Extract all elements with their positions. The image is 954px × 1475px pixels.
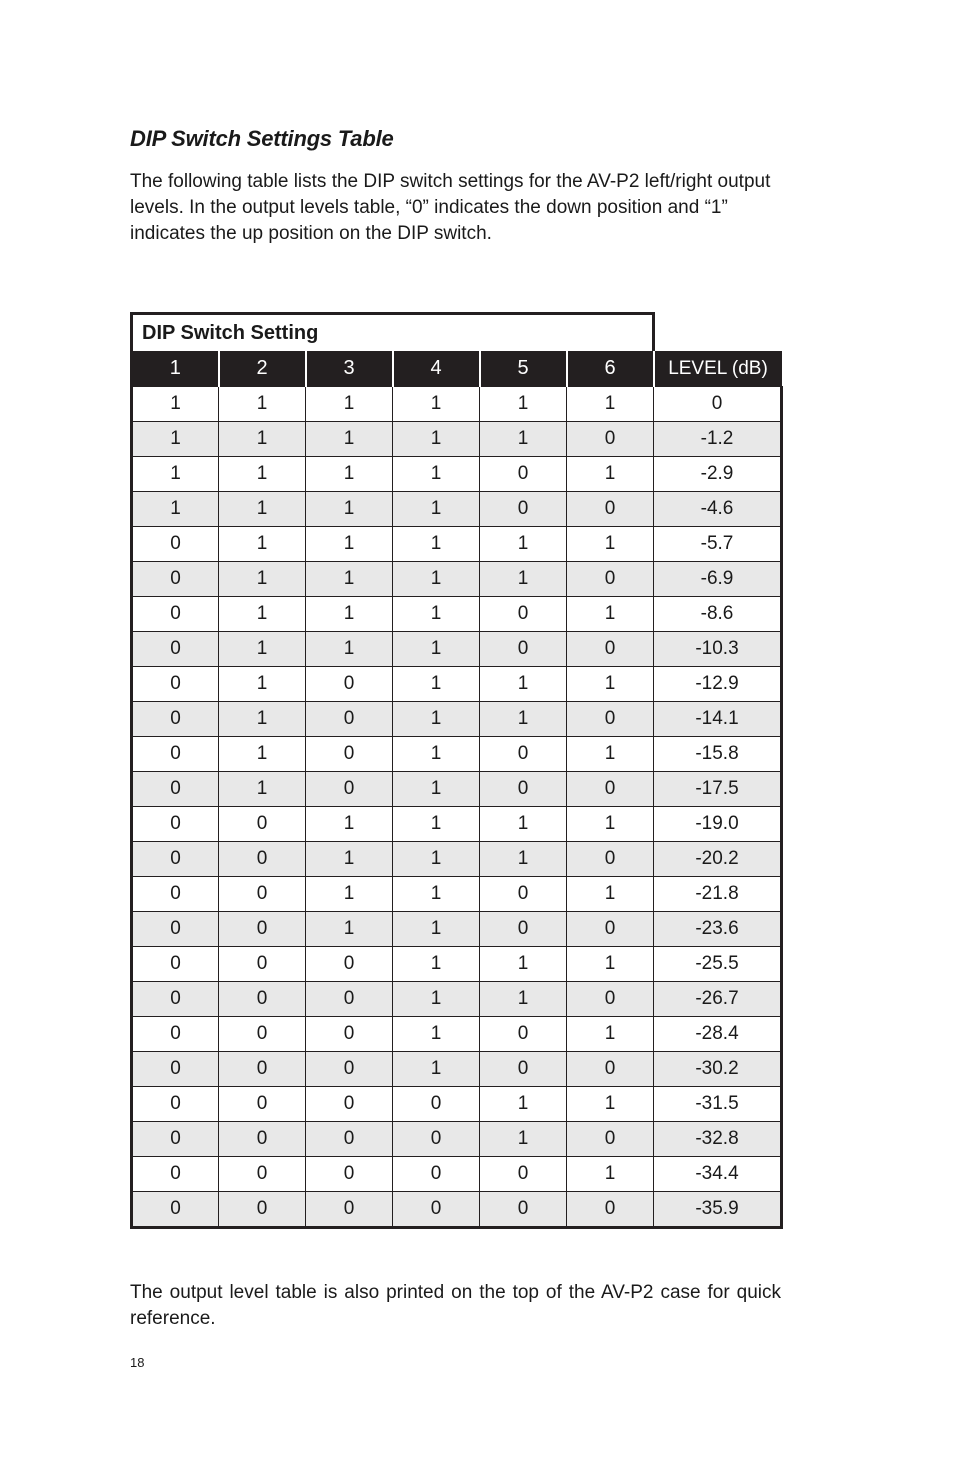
switch-cell: 0 (480, 1052, 567, 1087)
switch-cell: 1 (393, 422, 480, 457)
level-cell: -6.9 (654, 562, 782, 597)
switch-cell: 0 (306, 1017, 393, 1052)
intro-paragraph: The following table lists the DIP switch settings for the AV-P2 left/right output levels. In the output levels table, “0” indicates the down position and “1” indicates the up position on the DIP switch. (130, 171, 771, 244)
switch-cell: 0 (219, 877, 306, 912)
switch-cell: 1 (567, 387, 654, 422)
level-cell: -5.7 (654, 527, 782, 562)
switch-column-header: 4 (393, 351, 480, 387)
table-row (132, 1192, 782, 1228)
switch-cell: 0 (219, 1017, 306, 1052)
switch-cell: 0 (567, 772, 654, 807)
switch-cell: 1 (480, 807, 567, 842)
switch-cell: 0 (306, 1192, 393, 1228)
table-row (132, 1157, 782, 1192)
table-row (132, 422, 782, 457)
switch-cell: 0 (567, 422, 654, 457)
level-cell: -21.8 (654, 877, 782, 912)
switch-cell: 1 (306, 457, 393, 492)
switch-cell: 0 (132, 597, 219, 632)
switch-cell: 1 (219, 457, 306, 492)
table-row (132, 982, 782, 1017)
switch-cell: 1 (393, 842, 480, 877)
table-row (132, 562, 782, 597)
table-row (132, 387, 782, 422)
table-row (132, 1087, 782, 1122)
switch-cell: 0 (132, 1157, 219, 1192)
switch-cell: 0 (219, 842, 306, 877)
switch-cell: 0 (306, 1052, 393, 1087)
switch-cell: 1 (306, 912, 393, 947)
switch-cell: 0 (567, 492, 654, 527)
switch-cell: 0 (132, 1087, 219, 1122)
switch-cell: 0 (132, 1052, 219, 1087)
table-row (132, 737, 782, 772)
switch-cell: 1 (480, 842, 567, 877)
switch-cell: 0 (219, 1157, 306, 1192)
switch-cell: 0 (480, 492, 567, 527)
switch-cell: 1 (219, 737, 306, 772)
dip-switch-table (130, 312, 783, 1229)
switch-cell: 1 (132, 422, 219, 457)
switch-cell: 0 (219, 1122, 306, 1157)
switch-cell: 1 (393, 492, 480, 527)
switch-cell: 0 (480, 1157, 567, 1192)
level-cell: -20.2 (654, 842, 782, 877)
level-column-header: LEVEL (dB) (654, 351, 782, 387)
switch-cell: 1 (393, 667, 480, 702)
switch-cell: 0 (219, 947, 306, 982)
switch-cell: 0 (132, 702, 219, 737)
switch-cell: 0 (132, 632, 219, 667)
switch-cell: 0 (567, 1192, 654, 1228)
switch-cell: 1 (306, 877, 393, 912)
switch-cell: 0 (219, 1052, 306, 1087)
switch-cell: 1 (393, 597, 480, 632)
table-body (132, 387, 782, 1228)
switch-cell: 1 (480, 667, 567, 702)
switch-cell: 1 (393, 527, 480, 562)
level-cell: 0 (654, 387, 782, 422)
switch-column-header: 5 (480, 351, 567, 387)
level-cell: -34.4 (654, 1157, 782, 1192)
switch-cell: 1 (567, 947, 654, 982)
switch-cell: 0 (306, 1157, 393, 1192)
switch-cell: 0 (132, 772, 219, 807)
level-cell: -15.8 (654, 737, 782, 772)
level-cell: -30.2 (654, 1052, 782, 1087)
level-cell: -26.7 (654, 982, 782, 1017)
switch-cell: 1 (393, 387, 480, 422)
switch-cell: 0 (393, 1122, 480, 1157)
switch-cell: 1 (567, 597, 654, 632)
switch-cell: 0 (306, 947, 393, 982)
switch-cell: 0 (306, 1122, 393, 1157)
table-row (132, 597, 782, 632)
switch-cell: 1 (480, 562, 567, 597)
table-row (132, 667, 782, 702)
switch-cell: 1 (219, 702, 306, 737)
switch-cell: 0 (132, 562, 219, 597)
switch-cell: 1 (306, 807, 393, 842)
switch-cell: 1 (393, 562, 480, 597)
level-cell: -31.5 (654, 1087, 782, 1122)
switch-cell: 0 (132, 667, 219, 702)
level-cell: -1.2 (654, 422, 782, 457)
switch-cell: 1 (393, 982, 480, 1017)
switch-cell: 1 (393, 702, 480, 737)
switch-cell: 0 (132, 737, 219, 772)
switch-cell: 1 (219, 562, 306, 597)
switch-cell: 0 (480, 457, 567, 492)
level-cell: -14.1 (654, 702, 782, 737)
level-cell: -17.5 (654, 772, 782, 807)
switch-cell: 1 (480, 702, 567, 737)
switch-cell: 1 (219, 632, 306, 667)
table-row (132, 632, 782, 667)
table-row (132, 527, 782, 562)
switch-cell: 1 (306, 422, 393, 457)
switch-cell: 1 (306, 527, 393, 562)
switch-cell: 0 (567, 562, 654, 597)
switch-cell: 0 (132, 842, 219, 877)
switch-cell: 0 (567, 1122, 654, 1157)
switch-cell: 0 (567, 842, 654, 877)
switch-cell: 0 (219, 807, 306, 842)
switch-cell: 0 (306, 1087, 393, 1122)
switch-cell: 1 (393, 807, 480, 842)
switch-cell: 0 (219, 982, 306, 1017)
level-cell: -10.3 (654, 632, 782, 667)
switch-cell: 0 (480, 877, 567, 912)
switch-cell: 0 (393, 1192, 480, 1228)
switch-cell: 1 (306, 562, 393, 597)
table-row (132, 492, 782, 527)
switch-cell: 1 (567, 737, 654, 772)
switch-cell: 0 (219, 912, 306, 947)
switch-cell: 0 (132, 982, 219, 1017)
switch-cell: 1 (480, 947, 567, 982)
switch-cell: 1 (480, 1087, 567, 1122)
switch-cell: 1 (219, 772, 306, 807)
switch-cell: 0 (567, 982, 654, 1017)
switch-cell: 1 (306, 842, 393, 877)
switch-cell: 1 (219, 387, 306, 422)
switch-cell: 0 (567, 1052, 654, 1087)
switch-cell: 0 (219, 1192, 306, 1228)
switch-cell: 1 (306, 597, 393, 632)
switch-cell: 0 (306, 772, 393, 807)
switch-cell: 1 (219, 597, 306, 632)
level-cell: -2.9 (654, 457, 782, 492)
dip-switch-setting-header: DIP Switch Setting (132, 314, 654, 352)
switch-cell: 1 (393, 737, 480, 772)
table-row (132, 912, 782, 947)
switch-cell: 1 (480, 387, 567, 422)
level-cell: -12.9 (654, 667, 782, 702)
table-row (132, 1017, 782, 1052)
switch-cell: 1 (219, 667, 306, 702)
switch-column-header: 2 (219, 351, 306, 387)
switch-cell: 1 (567, 877, 654, 912)
switch-cell: 0 (480, 772, 567, 807)
page-number: 18 (130, 1355, 145, 1370)
switch-cell: 0 (306, 737, 393, 772)
switch-cell: 0 (306, 667, 393, 702)
level-cell: -19.0 (654, 807, 782, 842)
switch-cell: 1 (393, 1017, 480, 1052)
switch-cell: 1 (393, 877, 480, 912)
table-row (132, 457, 782, 492)
table-row (132, 1122, 782, 1157)
level-cell: -23.6 (654, 912, 782, 947)
switch-cell: 1 (306, 387, 393, 422)
switch-cell: 0 (567, 632, 654, 667)
table-row (132, 702, 782, 737)
switch-cell: 0 (132, 1017, 219, 1052)
switch-cell: 1 (219, 492, 306, 527)
switch-cell: 1 (480, 527, 567, 562)
switch-cell: 1 (132, 457, 219, 492)
table-row (132, 807, 782, 842)
level-cell: -8.6 (654, 597, 782, 632)
level-cell: -25.5 (654, 947, 782, 982)
switch-cell: 1 (219, 527, 306, 562)
switch-cell: 1 (132, 387, 219, 422)
switch-cell: 1 (393, 1052, 480, 1087)
switch-cell: 1 (567, 457, 654, 492)
switch-cell: 1 (219, 422, 306, 457)
table-row (132, 1052, 782, 1087)
level-cell: -28.4 (654, 1017, 782, 1052)
switch-cell: 0 (219, 1087, 306, 1122)
switch-cell: 1 (480, 982, 567, 1017)
table-row (132, 772, 782, 807)
switch-cell: 1 (393, 772, 480, 807)
switch-cell: 0 (132, 877, 219, 912)
switch-cell: 1 (393, 632, 480, 667)
switch-cell: 0 (306, 982, 393, 1017)
switch-cell: 0 (393, 1157, 480, 1192)
switch-cell: 1 (567, 807, 654, 842)
section-heading: DIP Switch Settings Table (130, 126, 394, 151)
level-cell: -32.8 (654, 1122, 782, 1157)
switch-cell: 0 (393, 1087, 480, 1122)
level-cell: -4.6 (654, 492, 782, 527)
switch-cell: 1 (306, 492, 393, 527)
switch-cell: 0 (480, 737, 567, 772)
level-cell: -35.9 (654, 1192, 782, 1228)
switch-cell: 1 (567, 667, 654, 702)
switch-cell: 1 (393, 457, 480, 492)
switch-cell: 1 (480, 1122, 567, 1157)
switch-cell: 0 (480, 1017, 567, 1052)
switch-cell: 0 (132, 1122, 219, 1157)
switch-cell: 1 (567, 1017, 654, 1052)
switch-cell: 1 (480, 422, 567, 457)
switch-cell: 0 (132, 1192, 219, 1228)
switch-cell: 0 (480, 1192, 567, 1228)
switch-cell: 1 (567, 1157, 654, 1192)
table-row (132, 842, 782, 877)
switch-cell: 1 (393, 947, 480, 982)
switch-cell: 1 (132, 492, 219, 527)
switch-column-header: 6 (567, 351, 654, 387)
switch-cell: 0 (567, 912, 654, 947)
switch-cell: 0 (480, 597, 567, 632)
switch-cell: 1 (393, 912, 480, 947)
switch-cell: 0 (132, 807, 219, 842)
table-row (132, 947, 782, 982)
switch-cell: 1 (567, 527, 654, 562)
switch-cell: 0 (480, 632, 567, 667)
switch-column-header: 1 (132, 351, 219, 387)
switch-cell: 1 (306, 632, 393, 667)
switch-cell: 1 (567, 1087, 654, 1122)
switch-cell: 0 (132, 912, 219, 947)
switch-cell: 0 (567, 702, 654, 737)
table-row (132, 877, 782, 912)
column-header-row (132, 351, 782, 387)
switch-cell: 0 (480, 912, 567, 947)
switch-cell: 0 (132, 527, 219, 562)
switch-cell: 0 (132, 947, 219, 982)
outro-paragraph: The output level table is also printed on the top of the AV-P2 case for quick reference. (130, 1282, 781, 1329)
switch-cell: 0 (306, 702, 393, 737)
switch-column-header: 3 (306, 351, 393, 387)
